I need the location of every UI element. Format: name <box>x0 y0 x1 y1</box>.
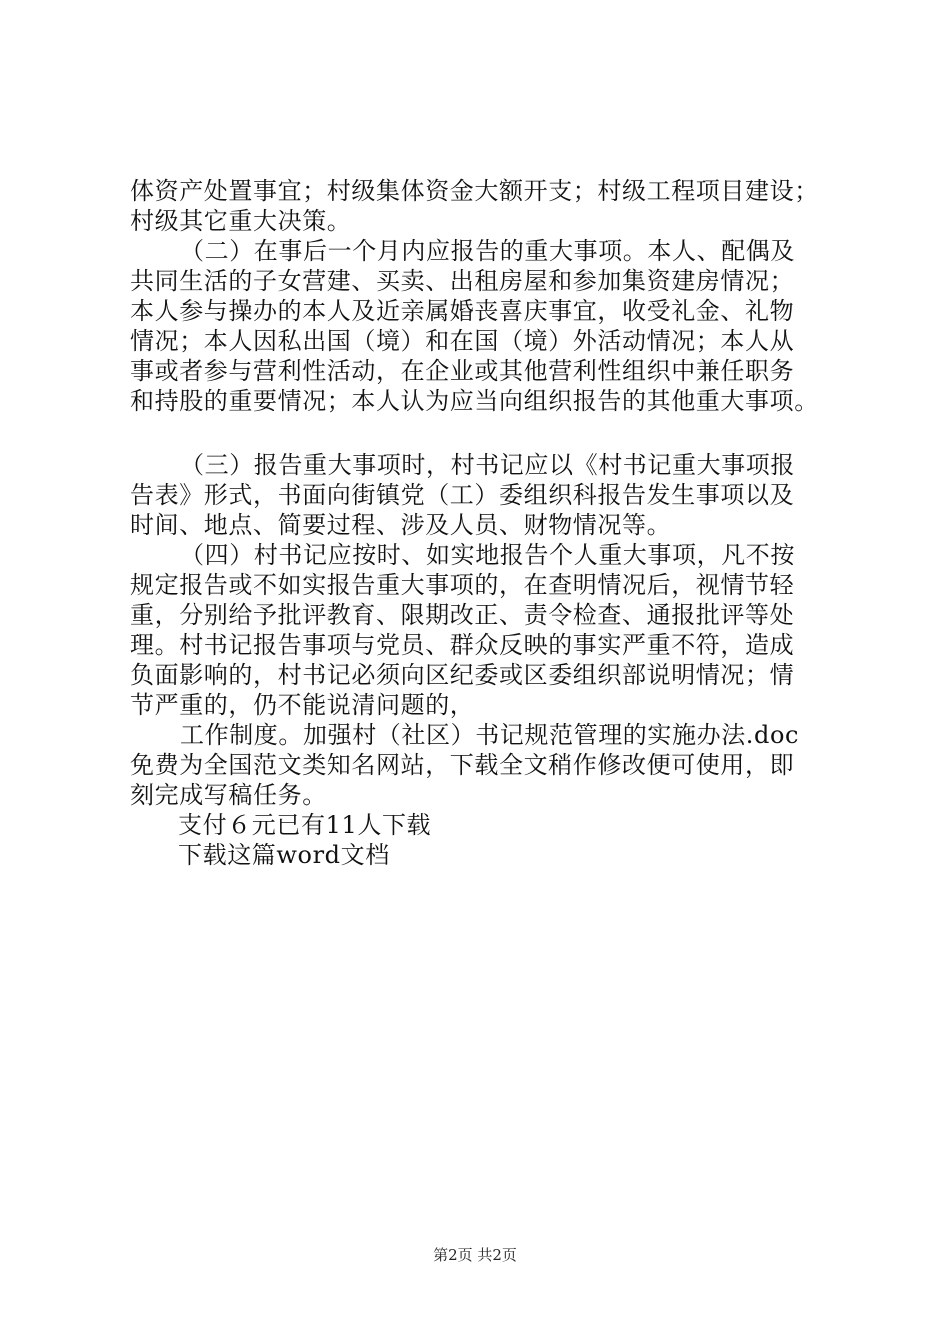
paragraph-2-line: 情况；本人因私出国（境）和在国（境）外活动情况；本人从 <box>130 327 795 355</box>
download-word-link[interactable]: 下载这篇word文档 <box>178 841 390 869</box>
paragraph-5-line: 工作制度。加强村（社区）书记规范管理的实施办法.doc <box>180 721 800 749</box>
text-line: 村级其它重大决策。 <box>130 207 352 235</box>
paragraph-3-line: 时间、地点、简要过程、涉及人员、财物情况等。 <box>130 511 672 539</box>
paragraph-5-line: 免费为全国范文类知名网站，下载全文稍作修改便可使用，即 <box>130 751 795 779</box>
paragraph-4-line: 负面影响的，村书记必须向区纪委或区委组织部说明情况；情 <box>130 661 795 689</box>
text-line: 体资产处置事宜；村级集体资金大额开支；村级工程项目建设； <box>130 177 819 205</box>
page-number-footer: 第2页 共2页 <box>433 1246 517 1264</box>
paragraph-4-line: 规定报告或不如实报告重大事项的，在查明情况后，视情节轻 <box>130 571 795 599</box>
paragraph-2-line: （二）在事后一个月内应报告的重大事项。本人、配偶及 <box>180 237 795 265</box>
paragraph-gap <box>130 416 830 450</box>
paragraph-3-line: 告表》形式，书面向街镇党（工）委组织科报告发生事项以及 <box>130 481 795 509</box>
document-body <box>130 176 830 870</box>
paragraph-2-line: 本人参与操办的本人及近亲属婚丧喜庆事宜，收受礼金、礼物 <box>130 297 795 325</box>
paragraph-4-line: 节严重的，仍不能说清问题的， <box>130 691 475 719</box>
paragraph-5-line: 刻完成写稿任务。 <box>130 781 327 809</box>
paragraph-4-line: 理。村书记报告事项与党员、群众反映的事实严重不符，造成 <box>130 631 795 659</box>
payment-info-text: 支付６元已有11人下载 <box>178 811 432 839</box>
paragraph-4-line: （四）村书记应按时、如实地报告个人重大事项，凡不按 <box>180 541 795 569</box>
paragraph-3-line: （三）报告重大事项时，村书记应以《村书记重大事项报 <box>180 451 795 479</box>
paragraph-2-line: 和持股的重要情况；本人认为应当向组织报告的其他重大事项。 <box>130 387 819 415</box>
paragraph-2-line: 共同生活的子女营建、买卖、出租房屋和参加集资建房情况； <box>130 267 795 295</box>
paragraph-2-line: 事或者参与营利性活动，在企业或其他营利性组织中兼任职务 <box>130 357 795 385</box>
paragraph-4-line: 重，分别给予批评教育、限期改正、责令检查、通报批评等处 <box>130 601 795 629</box>
